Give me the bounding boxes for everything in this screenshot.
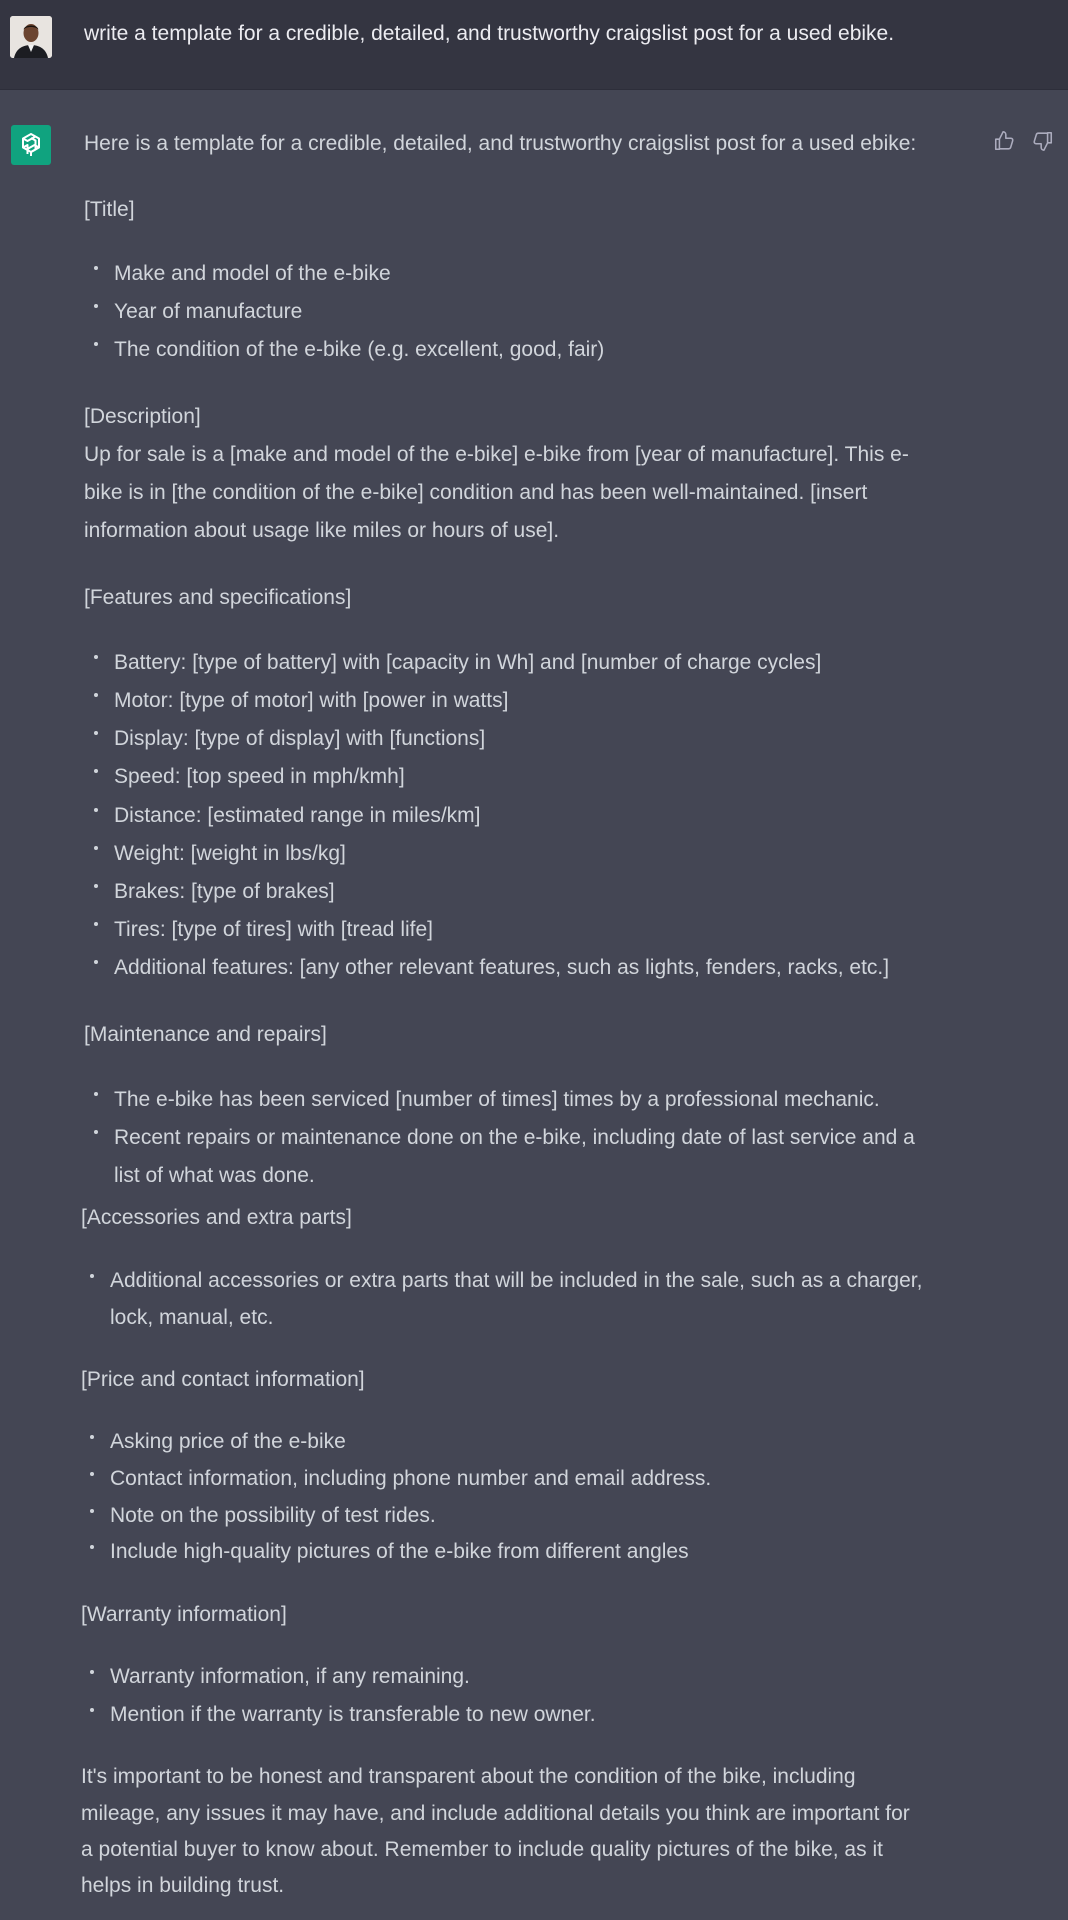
list-item: Tires: [type of tires] with [tread life] bbox=[114, 918, 433, 941]
list-item: Battery: [type of battery] with [capacity in Wh] and [number of charge cycles] bbox=[114, 651, 822, 674]
bullet-icon bbox=[90, 1670, 94, 1674]
bullet-icon bbox=[94, 693, 98, 697]
list-item: Asking price of the e-bike bbox=[110, 1430, 346, 1453]
warranty-heading: [Warranty information] bbox=[81, 1603, 287, 1626]
bullet-icon bbox=[90, 1435, 94, 1439]
features-heading: [Features and specifications] bbox=[84, 586, 352, 609]
bullet-icon bbox=[94, 1130, 98, 1134]
list-item: Contact information, including phone number and email address. bbox=[110, 1467, 712, 1490]
bullet-icon bbox=[94, 342, 98, 346]
description-line: bike is in [the condition of the e-bike] condition and has been well-maintained. [insert bbox=[84, 481, 868, 504]
bullet-icon bbox=[94, 884, 98, 888]
user-prompt-text: write a template for a credible, detailed, and trustworthy craigslist post for a used ebike. bbox=[84, 22, 895, 45]
list-item-continuation: list of what was done. bbox=[114, 1164, 315, 1187]
list-item: Weight: [weight in lbs/kg] bbox=[114, 842, 346, 865]
bullet-icon bbox=[94, 769, 98, 773]
price-heading: [Price and contact information] bbox=[81, 1368, 365, 1391]
user-photo-icon bbox=[10, 16, 52, 58]
thumbs-up-button[interactable] bbox=[991, 128, 1017, 154]
description-heading: [Description] bbox=[84, 405, 201, 428]
bullet-icon bbox=[94, 922, 98, 926]
description-line: Up for sale is a [make and model of the e-bike] e-bike from [year of manufacture]. This e- bbox=[84, 443, 909, 466]
list-item: Additional features: [any other relevant features, such as lights, fenders, racks, etc.] bbox=[114, 956, 890, 979]
list-item: Display: [type of display] with [functions] bbox=[114, 727, 486, 750]
closing-line: helps in building trust. bbox=[81, 1874, 285, 1897]
list-item: Additional accessories or extra parts that will be included in the sale, such as a charger, bbox=[110, 1269, 923, 1292]
list-item: The e-bike has been serviced [number of times] times by a professional mechanic. bbox=[114, 1088, 880, 1111]
bullet-icon bbox=[94, 731, 98, 735]
thumbs-down-button[interactable] bbox=[1030, 128, 1056, 154]
thumbs-up-icon bbox=[993, 130, 1015, 152]
list-item: Motor: [type of motor] with [power in watts] bbox=[114, 689, 509, 712]
bullet-icon bbox=[94, 266, 98, 270]
bullet-icon bbox=[94, 1092, 98, 1096]
list-item: Brakes: [type of brakes] bbox=[114, 880, 335, 903]
bullet-icon bbox=[94, 808, 98, 812]
bullet-icon bbox=[94, 960, 98, 964]
response-intro: Here is a template for a credible, detailed, and trustworthy craigslist post for a used ebike: bbox=[84, 132, 917, 155]
description-line: information about usage like miles or hours of use]. bbox=[84, 519, 560, 542]
bullet-icon bbox=[90, 1509, 94, 1513]
accessories-heading: [Accessories and extra parts] bbox=[81, 1206, 352, 1229]
bullet-icon bbox=[90, 1274, 94, 1278]
bullet-icon bbox=[94, 846, 98, 850]
closing-line: mileage, any issues it may have, and include additional details you think are important for bbox=[81, 1802, 910, 1825]
user-message-row bbox=[0, 0, 1068, 90]
bullet-icon bbox=[90, 1545, 94, 1549]
list-item: Distance: [estimated range in miles/km] bbox=[114, 804, 481, 827]
list-item: Include high-quality pictures of the e-bike from different angles bbox=[110, 1540, 689, 1563]
list-item: Warranty information, if any remaining. bbox=[110, 1665, 470, 1688]
list-item: Mention if the warranty is transferable to new owner. bbox=[110, 1703, 596, 1726]
openai-logo-icon bbox=[17, 131, 45, 159]
list-item-continuation: lock, manual, etc. bbox=[110, 1306, 274, 1329]
assistant-avatar bbox=[11, 125, 51, 165]
closing-line: It's important to be honest and transparent about the condition of the bike, including bbox=[81, 1765, 856, 1788]
list-item: Recent repairs or maintenance done on the e-bike, including date of last service and a bbox=[114, 1126, 915, 1149]
list-item: Year of manufacture bbox=[114, 300, 303, 323]
closing-line: a potential buyer to know about. Remember to include quality pictures of the bike, as it bbox=[81, 1838, 883, 1861]
list-item: Make and model of the e-bike bbox=[114, 262, 391, 285]
title-heading: [Title] bbox=[84, 198, 135, 221]
list-item: Note on the possibility of test rides. bbox=[110, 1504, 436, 1527]
thumbs-down-icon bbox=[1032, 130, 1054, 152]
list-item: Speed: [top speed in mph/kmh] bbox=[114, 765, 405, 788]
list-item: The condition of the e-bike (e.g. excellent, good, fair) bbox=[114, 338, 605, 361]
bullet-icon bbox=[94, 655, 98, 659]
bullet-icon bbox=[94, 304, 98, 308]
bullet-icon bbox=[90, 1708, 94, 1712]
user-avatar bbox=[10, 16, 52, 58]
maintenance-heading: [Maintenance and repairs] bbox=[84, 1023, 327, 1046]
bullet-icon bbox=[90, 1472, 94, 1476]
